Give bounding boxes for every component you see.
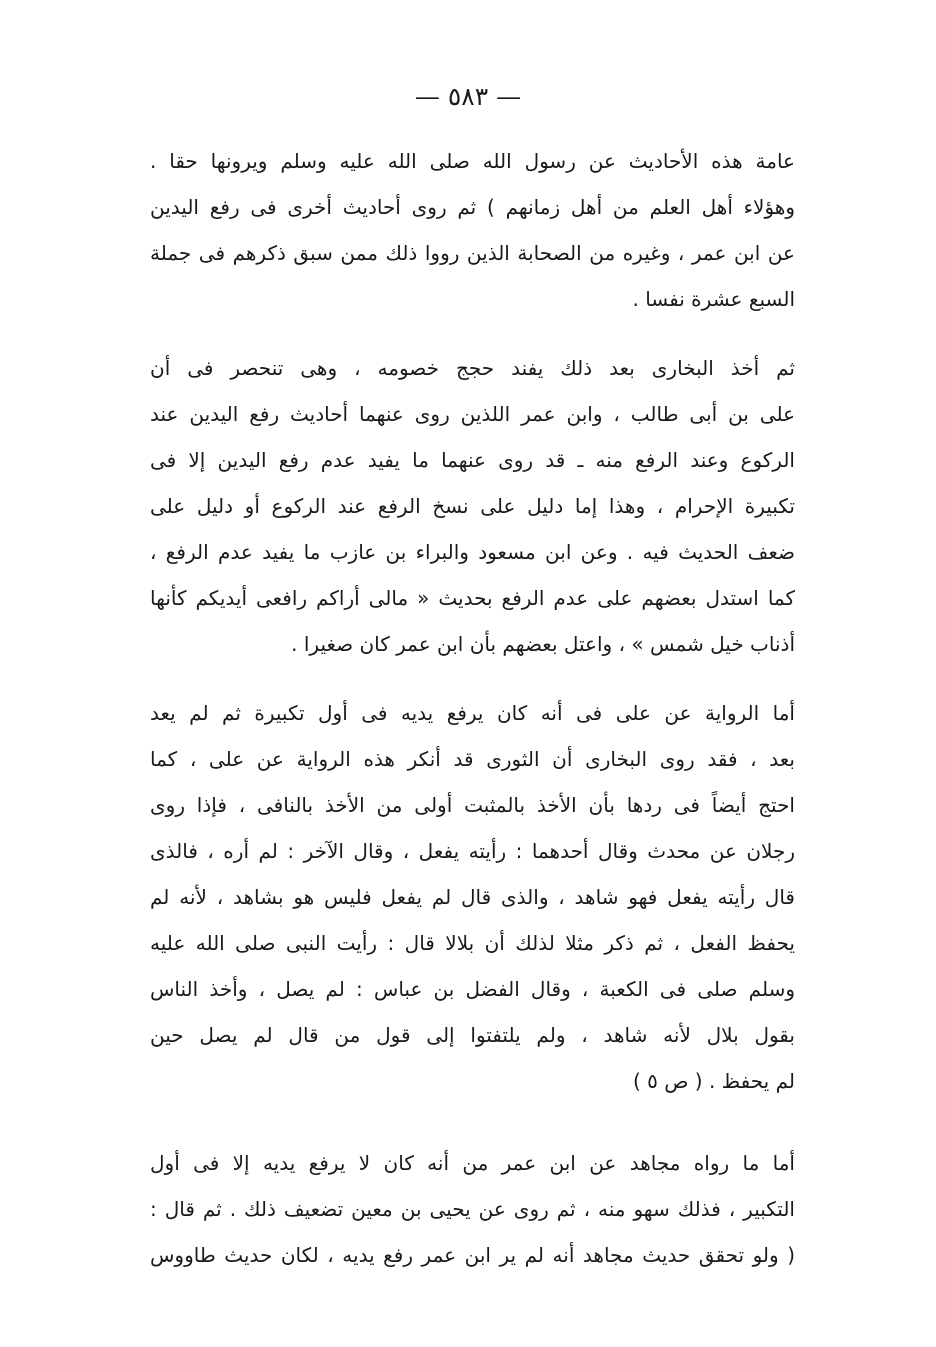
text-line: ثم أخذ البخارى بعد ذلك يفند حجج خصومه ، وهى تنحصر فى أن: [150, 356, 795, 380]
paragraph-1: [150, 138, 795, 322]
text-line: احتج أيضاً فى ردها بأن الأخذ بالمثبت أولى من الأخذ بالنافى ، فإذا روى: [150, 793, 795, 817]
text-line: على بن أبى طالب ، وابن عمر اللذين روى عنهما أحاديث رفع اليدين عند: [150, 402, 795, 426]
paragraph-4: [150, 1140, 795, 1278]
paragraph-2: [150, 345, 795, 667]
text-line: قال رأيته يفعل فهو شاهد ، والذى قال لم يفعل فليس هو بشاهد ، لأنه لم: [150, 885, 795, 909]
text-line: ضعف الحديث فيه . وعن ابن مسعود والبراء بن عازب ما يفيد عدم الرفع ،: [150, 540, 795, 564]
text-line: عامة هذه الأحاديث عن رسول الله صلى الله عليه وسلم ويرونها حقا .: [150, 149, 795, 173]
page-number: — ٥٨٣ —: [414, 82, 522, 111]
text-line: وسلم صلى فى الكعبة ، وقال الفضل بن عباس : لم يصل ، وأخذ الناس: [150, 977, 795, 1001]
text-line: وهؤلاء أهل العلم من أهل زمانهم ) ثم روى أحاديث أخرى فى رفع اليدين: [150, 195, 795, 219]
text-line: السبع عشرة نفسا .: [632, 287, 795, 311]
text-line: لم يحفظ . ( ص ٥ ): [632, 1069, 795, 1093]
text-line: بعد ، فقد روى البخارى أن الثورى قد أنكر هذه الرواية عن على ، كما: [150, 747, 795, 771]
text-line: يحفظ الفعل ، ثم ذكر مثلا لذلك أن بلالا قال : رأيت النبى صلى الله عليه: [150, 931, 795, 955]
text-line: عن ابن عمر ، وغيره من الصحابة الذين رووا ذلك ممن سبق ذكرهم فى جملة: [150, 241, 795, 265]
text-line: أما ما رواه مجاهد عن ابن عمر من أنه كان لا يرفع يديه إلا فى أول: [150, 1151, 795, 1175]
text-line: كما استدل بعضهم على عدم الرفع بحديث « مالى أراكم رافعى أيديكم كأنها: [150, 586, 795, 610]
text-line: التكبير ، فذلك سهو منه ، ثم روى عن يحيى بن معين تضعيف ذلك . ثم قال :: [150, 1197, 795, 1221]
text-line: تكبيرة الإحرام ، وهذا إما دليل على نسخ الرفع عند الركوع أو دليل على: [150, 494, 795, 518]
paragraph-3: [150, 690, 795, 1104]
text-line: ( ولو تحقق حديث مجاهد أنه لم ير ابن عمر رفع يديه ، لكان حديث طاووس: [150, 1243, 795, 1267]
text-line: رجلان عن محدث وقال أحدهما : رأيته يفعل ، وقال الآخر : لم أره ، فالذى: [150, 839, 795, 863]
text-line: أذناب خيل شمس » ، واعتل بعضهم بأن ابن عمر كان صغيرا .: [291, 632, 795, 656]
text-line: الركوع وعند الرفع منه ـ قد روى عنهما ما يفيد عدم رفع اليدين إلا فى: [150, 448, 795, 472]
text-line: أما الرواية عن على فى أنه كان يرفع يديه فى أول تكبيرة ثم لم يعد: [150, 701, 795, 725]
text-line: بقول بلال لأنه شاهد ، ولم يلتفتوا إلى قول من قال لم يصل حين: [150, 1023, 795, 1047]
